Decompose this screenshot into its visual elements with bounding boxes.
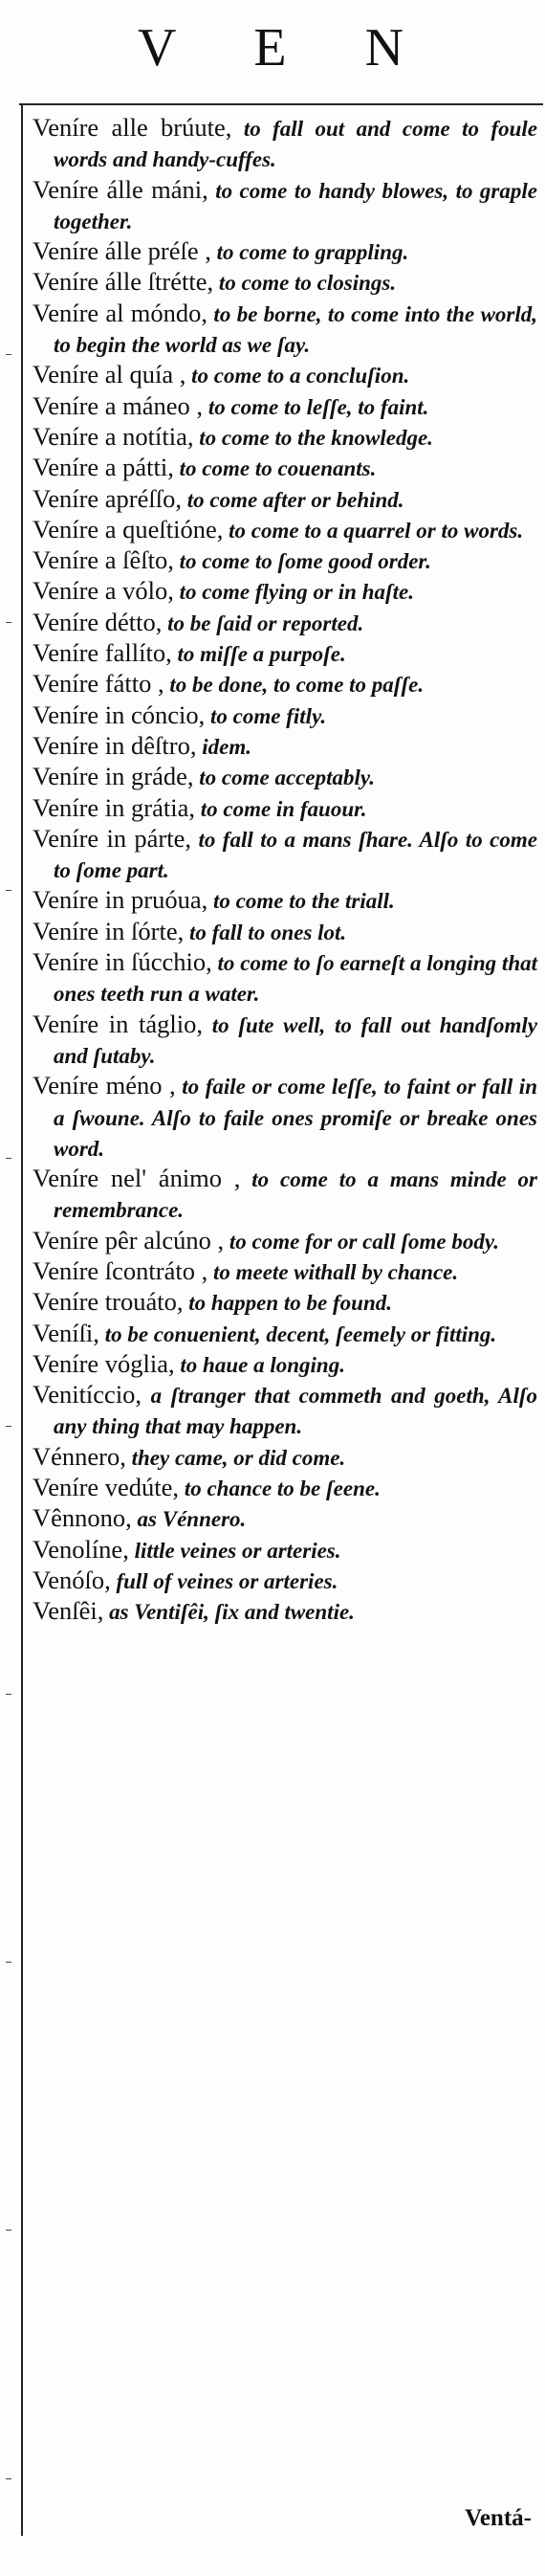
entry-definition: to come to closings. (213, 271, 397, 296)
entry-headword: Veníre nel' ánimo , (33, 1164, 241, 1193)
entry-definition: little veines or arteries. (128, 1538, 341, 1563)
entry-headword: Veníre in grátia, (33, 792, 195, 822)
entry-headword: Venitíccio, (33, 1380, 142, 1410)
entry-definition: to come acceptably. (193, 766, 375, 790)
entry-definition: to faile or come leſſe, to faint or fall in a ſwoune. Alſo to faile ones promiſe or breake ones word. (54, 1075, 537, 1161)
entry-headword: Veníre a máneo , (33, 390, 204, 420)
entry-definition: to be done, to come to paſſe. (164, 673, 425, 698)
entry-headword: Venóſo, (33, 1565, 111, 1594)
entry-headword: Vênnono, (33, 1503, 132, 1533)
dictionary-entry (33, 360, 537, 390)
entry-headword: Veníre pêr alcúno , (33, 1225, 225, 1255)
entry-headword: Vénnero, (33, 1441, 126, 1471)
dictionary-entry (33, 175, 537, 237)
dictionary-entry (33, 113, 537, 175)
entry-headword: Veníre a ſêſto, (33, 545, 174, 575)
entry-definition: to come to the knowledge. (193, 425, 433, 450)
entry-headword: Veníre in pruóua, (33, 885, 208, 915)
dictionary-entry (33, 1071, 537, 1164)
entry-headword: Veníre in ſórte, (33, 916, 185, 945)
dictionary-entry (33, 484, 537, 515)
dictionary-entry (33, 236, 537, 267)
entry-definition: to come for or call ſome body. (224, 1229, 499, 1254)
dictionary-entry (33, 1473, 537, 1503)
entry-headword: Veníre fallíto, (33, 638, 172, 668)
entry-headword: Veníre apréſſo, (33, 483, 182, 513)
entry-headword: Veníre alle brúute, (33, 113, 232, 142)
dictionary-entry (33, 1380, 537, 1442)
entry-headword: Veníre álle ſtrétte, (33, 267, 214, 297)
entry-definition: to come to the triall. (207, 889, 395, 914)
entry-headword: Veníre fátto , (33, 669, 164, 699)
dictionary-entry (33, 1164, 537, 1226)
entry-definition: a ſtranger that commeth and goeth, Alſo any thing that may happen. (54, 1384, 537, 1439)
entry-definition: to come fitly. (205, 703, 327, 728)
dictionary-entry (33, 576, 537, 607)
entry-definition: to come after or behind. (182, 487, 404, 512)
entry-definition: to fall to a mans ſhare. Alſo to come to ſome part. (54, 827, 537, 883)
entry-headword: Veníre a queſtióne, (33, 514, 224, 544)
entry-headword: Veníſi, (33, 1318, 99, 1347)
dictionary-entry (33, 793, 537, 824)
entry-headword: Veníre a vólo, (33, 576, 174, 606)
entry-headword: Venolíne, (33, 1534, 129, 1564)
entry-headword: Veníre vóglia, (33, 1348, 175, 1378)
dictionary-entry (33, 762, 537, 792)
entry-definition: to come to a mans minde or remembrance. (54, 1167, 537, 1223)
dictionary-entry (33, 391, 537, 422)
entry-definition: to come to grappling. (210, 240, 409, 265)
dictionary-entry (33, 1442, 537, 1473)
entry-headword: Veníre in párte, (33, 823, 192, 853)
entry-definition: full of veines or arteries. (110, 1568, 338, 1593)
dictionary-entry (33, 885, 537, 916)
entry-headword: Veníre méno , (33, 1071, 176, 1100)
dictionary-entry (33, 947, 537, 1010)
dictionary-entry (33, 453, 537, 483)
left-margin-rule (21, 105, 23, 2536)
top-rule (19, 103, 543, 105)
dictionary-entry (33, 1535, 537, 1566)
dictionary-entry (33, 1503, 537, 1534)
dictionary-entry (33, 608, 537, 638)
entry-headword: Veníre al móndo, (33, 298, 208, 327)
entry-headword: Veníre a notítia, (33, 421, 194, 451)
dictionary-entry (33, 1566, 537, 1596)
entry-headword: Veníre al quía , (33, 360, 186, 389)
dictionary-entry (33, 267, 537, 298)
entry-headword: Veníre in cóncio, (33, 700, 206, 729)
entry-list (33, 113, 537, 1628)
entry-headword: Veníre a pátti, (33, 453, 174, 482)
dictionary-entry (33, 1596, 537, 1627)
dictionary-entry (33, 731, 537, 762)
running-headword: V E N (137, 18, 437, 78)
entry-headword: Veníre in gráde, (33, 762, 194, 791)
entry-definition: idem. (196, 734, 251, 759)
margin-ticks (2, 105, 13, 2536)
entry-headword: Veníre détto, (33, 607, 163, 636)
entry-definition: to come to a concluſion. (185, 364, 410, 389)
dictionary-entry (33, 1349, 537, 1380)
dictionary-entry (33, 917, 537, 947)
entry-definition: to come to leſſe, to faint. (203, 394, 429, 419)
entry-definition: to come to ſome good order. (173, 549, 431, 574)
dictionary-entry (33, 1226, 537, 1256)
entry-definition: to meete withall by chance. (207, 1259, 459, 1284)
entry-headword: Veníre in táglio, (33, 1009, 203, 1038)
entry-definition: to come to couenants. (173, 456, 377, 481)
entry-definition: to come to a quarrel or to words. (223, 518, 524, 543)
entry-headword: Veníre in dêſtro, (33, 730, 197, 760)
entry-definition: to come to handy blowes, to graple together. (54, 178, 537, 233)
entry-headword: Venſêi, (33, 1596, 104, 1626)
entry-definition: to fall out and come to foule words and handy-cuffes. (54, 117, 537, 172)
entry-definition: to come in fauour. (194, 796, 367, 821)
entry-definition: to come to ſo earneſt a longing that ones teeth run a water. (54, 951, 538, 1007)
dictionary-entry (33, 545, 537, 576)
dictionary-entry (33, 700, 537, 731)
dictionary-entry (33, 422, 537, 453)
entry-headword: Veníre ſcontráto , (33, 1255, 208, 1285)
dictionary-entry (33, 1319, 537, 1349)
entry-definition: to haue a longing. (174, 1352, 345, 1377)
dictionary-entry (33, 515, 537, 545)
entry-definition: to chance to be ſeene. (179, 1477, 381, 1501)
catchword: Ventá- (465, 2505, 532, 2531)
entry-headword: Veníre álle máni, (33, 174, 208, 204)
entry-definition: to be ſaid or reported. (162, 611, 364, 635)
entry-definition: as Ventiſêi, ſix and twentie. (103, 1600, 355, 1625)
entry-definition: to happen to be found. (183, 1291, 393, 1316)
entry-definition: they came, or did come. (125, 1445, 346, 1470)
dictionary-entry (33, 1287, 537, 1318)
entry-headword: Veníre in ſúcchio, (33, 947, 212, 977)
entry-definition: to be conuenient, decent, ſeemely or fitting. (98, 1321, 497, 1346)
entry-headword: Veníre vedúte, (33, 1473, 180, 1502)
entry-definition: as Vénnero. (131, 1507, 247, 1532)
dictionary-entry (33, 669, 537, 700)
entry-definition: to miſſe a purpoſe. (171, 642, 346, 667)
dictionary-entry (33, 824, 537, 886)
entry-headword: Veníre álle préſe , (33, 236, 211, 266)
dictionary-entry (33, 638, 537, 669)
dictionary-entry (33, 1010, 537, 1072)
entry-definition: to come flying or in haſte. (173, 580, 414, 605)
entry-definition: to be borne, to come into the world, to begin the world as we ſay. (54, 301, 537, 358)
entry-definition: to ſute well, to fall out handſomly and ſutaby. (54, 1012, 537, 1068)
entry-headword: Veníre trouáto, (33, 1287, 184, 1317)
dictionary-entry (33, 1256, 537, 1287)
dictionary-entry (33, 299, 537, 361)
entry-definition: to fall to ones lot. (184, 920, 347, 944)
